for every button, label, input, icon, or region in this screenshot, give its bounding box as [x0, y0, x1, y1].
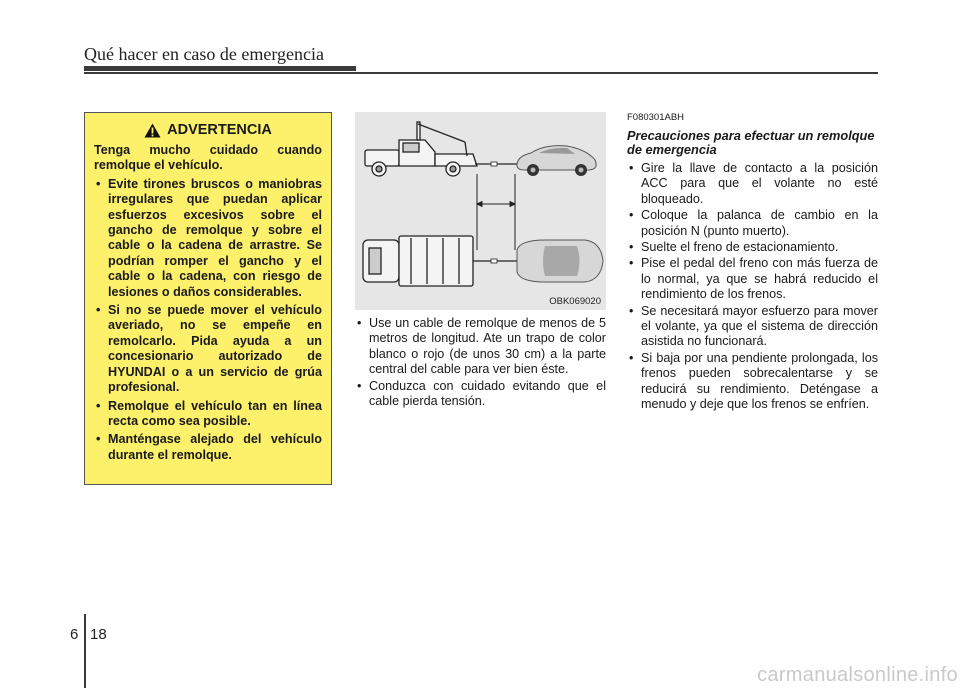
- tow-truck-top-icon: [363, 236, 473, 286]
- right-item: • Si baja por una pendiente prolongada, los frenos pueden sobrecalentarse y se reducirá su rendimiento. Deténgase a menudo y deje que los frenos se enfríen.: [627, 351, 878, 413]
- towing-diagram: [355, 112, 606, 310]
- middle-column: [355, 316, 606, 410]
- towed-car-side-icon: [517, 146, 596, 176]
- chapter-number: 6: [70, 626, 79, 643]
- warning-item: • Evite tirones bruscos o maniobras irregulares que puedan aplicar esfuerzos excesivos sobre el gancho de remolque y sobre el cable o la cadena de arrastre. Se podrían romper el gancho y el cable o la cadena, con riesgo de lesiones o daños considerables.: [94, 177, 322, 300]
- tow-truck-side-icon: [365, 122, 477, 176]
- warning-triangle-icon: [144, 123, 161, 138]
- warning-item: • Manténgase alejado del vehículo durante el remolque.: [94, 432, 322, 463]
- figure-code: OBK069020: [549, 296, 601, 307]
- warning-box: [84, 112, 332, 485]
- warning-item: • Remolque el vehículo tan en línea recta como sea posible.: [94, 399, 322, 430]
- section-code: F080301ABH: [627, 112, 685, 123]
- right-item: • Suelte el freno de estacionamiento.: [627, 240, 878, 255]
- header-bar: [84, 66, 356, 71]
- middle-item: • Use un cable de remolque de menos de 5 metros de longitud. Ate un trapo de color blanco o rojo (de unos 30 cm) a la parte central del cable para ver bien éste.: [355, 316, 606, 378]
- right-list: [627, 161, 878, 413]
- right-item: • Coloque la palanca de cambio en la posición N (punto muerto).: [627, 208, 878, 239]
- warning-item: • Si no se puede mover el vehículo averiado, no se empeñe en remolcarlo. Pida ayuda a un concesionario autorizado de HYUNDAI o a un servicio de grúa profesional.: [94, 303, 322, 395]
- right-item: • Se necesitará mayor esfuerzo para mover el volante, ya que el sistema de dirección asistida no funcionará.: [627, 304, 878, 350]
- warning-intro: Tenga mucho cuidado cuando remolque el vehículo.: [94, 143, 322, 173]
- footer-divider: [84, 614, 86, 688]
- watermark: carmanualsonline.info: [757, 664, 958, 686]
- cable-side-line: [475, 162, 517, 166]
- towing-illustration: [355, 112, 606, 310]
- header-rule: [84, 72, 878, 74]
- warning-title: ADVERTENCIA: [167, 122, 272, 138]
- warning-list: [94, 177, 322, 463]
- section-heading: Precauciones para efectuar un remolque de emergencia: [627, 128, 875, 157]
- distance-guides: [477, 174, 515, 250]
- warning-heading: [94, 122, 322, 138]
- middle-list: [355, 316, 606, 409]
- right-item: • Gire la llave de contacto a la posición ACC para que el volante no esté bloqueado.: [627, 161, 878, 207]
- cable-top-line: [473, 259, 517, 263]
- page-header-title: Qué hacer en caso de emergencia: [84, 44, 325, 64]
- middle-item: • Conduzca con cuidado evitando que el cable pierda tensión.: [355, 379, 606, 410]
- page-number: 18: [90, 626, 107, 643]
- right-column: [627, 112, 878, 414]
- right-item: • Pise el pedal del freno con más fuerza de lo normal, ya que se habrá reducido el rendimiento de los frenos.: [627, 256, 878, 302]
- towed-car-top-icon: [517, 240, 603, 282]
